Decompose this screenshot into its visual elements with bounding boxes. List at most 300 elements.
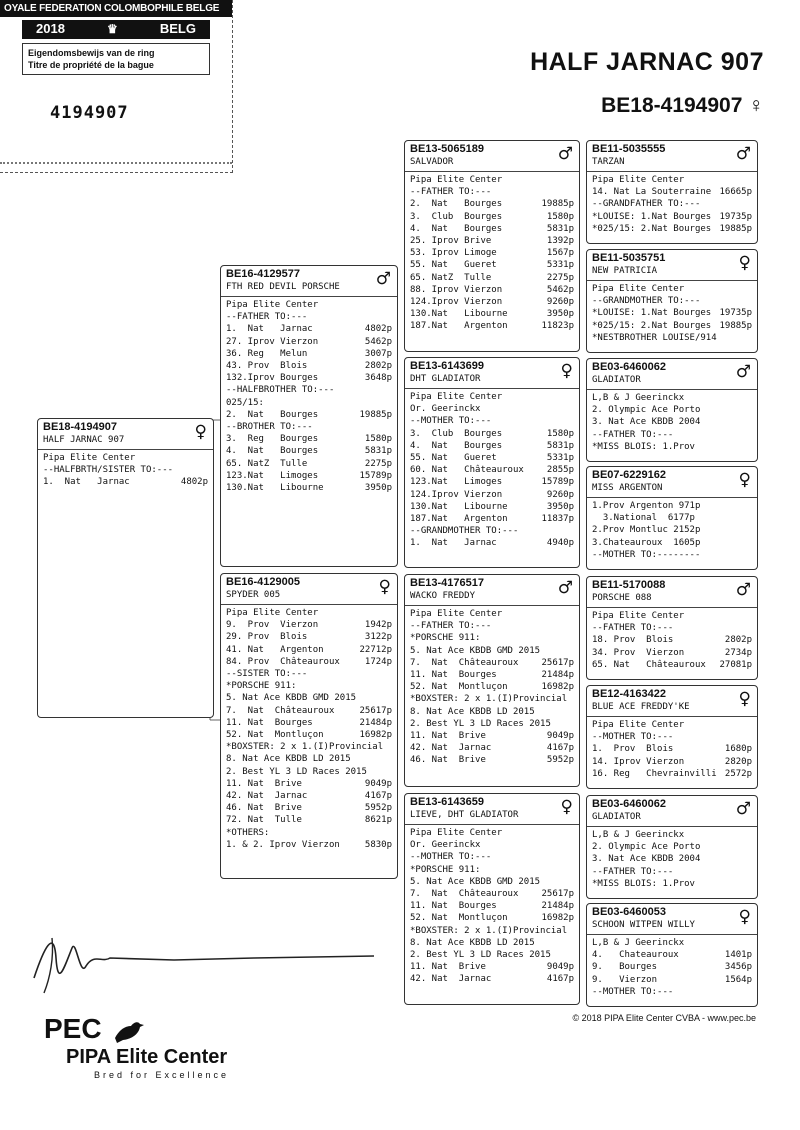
result-line — [410, 742, 574, 754]
result-points: 4167p — [364, 791, 392, 802]
result-text: *PORSCHE 911: — [226, 681, 297, 692]
result-text: 124.Iprov Vierzon — [410, 297, 503, 308]
result-line — [410, 391, 574, 403]
result-line — [226, 680, 392, 692]
result-points: 5831p — [364, 446, 392, 457]
result-points: 2275p — [364, 458, 392, 469]
result-text: *BOXSTER: 2 x 1.(I)Provincial — [410, 694, 568, 705]
result-text: 65. Nat Châteauroux — [592, 659, 706, 670]
result-text: Pipa Elite Center — [592, 284, 685, 294]
result-text: 3.Chateauroux 1605p — [592, 537, 701, 548]
male-icon: ♂ — [557, 578, 573, 598]
result-line — [410, 296, 574, 308]
result-points: 4167p — [546, 974, 574, 985]
result-text: 2.Prov Montluc 2152p — [592, 525, 701, 536]
result-line — [43, 452, 208, 464]
female-icon: ♀ — [738, 470, 751, 490]
result-line — [592, 634, 752, 646]
result-line — [410, 537, 574, 549]
pedigree-card-sdd — [586, 466, 758, 570]
result-text: 11. Nat Bourges — [226, 717, 313, 728]
result-text: --FATHER TO:--- — [592, 429, 674, 440]
result-line — [226, 668, 392, 680]
result-text: *LOUISE: 1.Nat Bourges — [592, 211, 712, 222]
result-text: 11. Nat Bourges — [410, 901, 497, 912]
card-name: TARZAN — [592, 157, 625, 167]
pedigree-card-sire — [220, 265, 398, 567]
result-line — [592, 174, 752, 186]
result-points: 1580p — [364, 434, 392, 445]
result-text: --HALFBROTHER TO:--- — [226, 385, 335, 396]
card-header — [405, 358, 579, 389]
result-text: 4. Nat Bourges — [410, 440, 503, 451]
result-text: 11. Nat Brive — [226, 778, 302, 789]
result-text: 8. Nat Ace KBDB LD 2015 — [410, 937, 535, 948]
card-ring: BE13-6143659 — [410, 796, 485, 808]
result-line — [226, 802, 392, 814]
result-line — [592, 537, 752, 549]
result-line — [410, 608, 574, 620]
result-points: 2802p — [724, 635, 752, 646]
result-line — [592, 404, 752, 416]
result-line — [410, 706, 574, 718]
ring-year: 2018 — [36, 21, 65, 36]
card-ring: BE13-4176517 — [410, 577, 485, 589]
result-line — [410, 272, 574, 284]
result-points: 1580p — [546, 428, 574, 439]
pedigree-card-dam-sire — [404, 574, 580, 787]
result-line — [410, 876, 574, 888]
result-text: 29. Prov Blois — [226, 632, 308, 643]
result-text: 123.Nat Limoges — [226, 470, 319, 481]
result-text: 1. Nat Jarnac — [410, 538, 497, 549]
result-line — [592, 392, 752, 404]
result-text: 84. Prov Châteauroux — [226, 656, 340, 667]
result-line — [592, 198, 752, 210]
result-line — [226, 445, 392, 457]
result-text: 1. Nat Jarnac — [43, 477, 130, 488]
result-line — [43, 476, 208, 488]
result-line — [410, 864, 574, 876]
result-text: *025/15: 2.Nat Bourges — [592, 320, 712, 331]
result-points: 1680p — [724, 744, 752, 755]
result-text: 65. NatZ Tulle — [226, 458, 308, 469]
result-line — [592, 307, 752, 319]
result-line — [226, 323, 392, 335]
result-text: 187.Nat Argenton — [410, 321, 508, 332]
result-points: 5462p — [546, 284, 574, 295]
card-ring: BE12-4163422 — [592, 688, 667, 700]
result-points: 19885p — [541, 199, 574, 210]
result-text: 18. Prov Blois — [592, 635, 674, 646]
result-points: 1401p — [724, 950, 752, 961]
result-text: 1. & 2. Iprov Vierzon — [226, 839, 340, 850]
result-points: 5331p — [546, 453, 574, 464]
card-body — [587, 498, 757, 563]
result-points: 5462p — [364, 336, 392, 347]
pigeon-icon — [111, 1018, 145, 1044]
result-text: 14. Nat La Souterraine — [592, 187, 712, 198]
result-text: *BOXSTER: 2 x 1.(I)Provincial — [410, 925, 568, 936]
result-text: 16. Reg Chevrainvilli — [592, 768, 717, 779]
result-points: 25617p — [541, 889, 574, 900]
pedigree-card-dsd — [586, 685, 758, 789]
result-line — [592, 841, 752, 853]
result-points: 3950p — [546, 501, 574, 512]
result-text: 27. Iprov Vierzon — [226, 336, 319, 347]
result-line — [410, 681, 574, 693]
result-text: --FATHER TO:--- — [592, 623, 674, 634]
result-line — [226, 656, 392, 668]
result-line — [410, 464, 574, 476]
card-header — [587, 686, 757, 717]
female-icon: ♀ — [560, 797, 573, 817]
result-text: --GRANDMOTHER TO:--- — [410, 526, 519, 537]
result-text: 7. Nat Châteauroux — [410, 657, 519, 668]
result-text: 4. Chateauroux — [592, 950, 679, 961]
pedigree-card-sire-dam — [404, 357, 580, 568]
pedigree-card-sire-sire — [404, 140, 580, 352]
female-icon: ♀ — [378, 577, 391, 597]
result-points: 9049p — [546, 731, 574, 742]
card-name: LIEVE, DHT GLADIATOR — [410, 810, 519, 820]
card-ring: BE13-6143699 — [410, 360, 485, 372]
result-text: 2. Nat Bourges — [410, 199, 503, 210]
result-points: 3950p — [546, 309, 574, 320]
card-ring: BE11-5170088 — [592, 579, 666, 591]
result-line — [592, 866, 752, 878]
result-text: 124.Iprov Vierzon — [410, 489, 503, 500]
card-ring: BE03-6460062 — [592, 798, 667, 810]
pedigree-card-dam-dam — [404, 793, 580, 1005]
result-text: Pipa Elite Center — [226, 608, 319, 618]
result-line — [592, 441, 752, 453]
result-text: *MISS BLOIS: 1.Prov — [592, 878, 695, 889]
result-points: 9049p — [546, 962, 574, 973]
ring-year-bar — [22, 20, 210, 39]
result-points: 2572p — [724, 768, 752, 779]
result-points: 11837p — [541, 514, 574, 525]
result-text: 2. Olympic Ace Porto — [592, 405, 701, 416]
card-name: GLADIATOR — [592, 812, 641, 822]
result-line — [592, 829, 752, 841]
card-name: DHT GLADIATOR — [410, 374, 481, 384]
result-line — [592, 295, 752, 307]
result-text: --SISTER TO:--- — [226, 669, 308, 680]
result-text: --GRANDMOTHER TO:--- — [592, 296, 701, 307]
result-text: 132.Iprov Bourges — [226, 373, 319, 384]
result-text: 5. Nat Ace KBDB GMD 2015 — [410, 645, 541, 656]
card-body — [587, 390, 757, 455]
card-header — [405, 141, 579, 172]
result-text: 72. Nat Tulle — [226, 815, 302, 826]
result-line — [592, 961, 752, 973]
result-text: --MOTHER TO:--- — [410, 852, 492, 863]
result-text: 2. Best YL 3 LD Races 2015 — [226, 766, 367, 777]
result-line — [410, 235, 574, 247]
result-points: 9260p — [546, 297, 574, 308]
result-line — [592, 500, 752, 512]
result-text: --MOTHER TO:--- — [592, 986, 674, 997]
signature — [24, 918, 384, 998]
result-points: 16665p — [719, 187, 752, 198]
result-points: 16982p — [359, 730, 392, 741]
result-text: 14. Iprov Vierzon — [592, 756, 685, 767]
result-line — [592, 549, 752, 561]
result-text: 3. Club Bourges — [410, 428, 503, 439]
result-line — [410, 186, 574, 198]
card-header — [587, 467, 757, 498]
result-text: 187.Nat Argenton — [410, 514, 508, 525]
result-text: L,B & J Geerinckx — [592, 393, 685, 403]
result-text: --GRANDFATHER TO:--- — [592, 199, 701, 210]
result-line — [226, 299, 392, 311]
result-line — [410, 620, 574, 632]
result-text: Pipa Elite Center — [410, 392, 503, 402]
result-points: 2820p — [724, 756, 752, 767]
result-text: Pipa Elite Center — [410, 828, 503, 838]
card-ring: BE16-4129577 — [226, 268, 301, 280]
result-points: 15789p — [359, 470, 392, 481]
card-body — [587, 172, 757, 237]
result-line — [592, 524, 752, 536]
card-body — [405, 825, 579, 988]
card-body — [405, 606, 579, 769]
company-tagline: Bred for Excellence — [94, 1070, 230, 1080]
result-text: Pipa Elite Center — [592, 175, 685, 185]
result-text: --FATHER TO:--- — [410, 187, 492, 198]
card-body — [587, 281, 757, 346]
result-points: 5952p — [364, 803, 392, 814]
card-ring: BE13-5065189 — [410, 143, 485, 155]
result-points: 4167p — [546, 743, 574, 754]
result-text: 1. Nat Jarnac — [226, 324, 313, 335]
result-line — [592, 949, 752, 961]
result-line — [410, 693, 574, 705]
result-points: 25617p — [359, 705, 392, 716]
result-line — [410, 657, 574, 669]
result-line — [226, 348, 392, 360]
card-body — [221, 297, 397, 496]
result-text: Or. Geerinckx — [410, 404, 481, 415]
female-icon: ♀ — [738, 689, 751, 709]
result-line — [592, 756, 752, 768]
card-name: BLUE ACE FREDDY'KE — [592, 702, 690, 712]
result-line — [410, 428, 574, 440]
result-line — [410, 489, 574, 501]
result-line — [410, 730, 574, 742]
card-header — [587, 577, 757, 608]
pedigree-card-sss — [586, 140, 758, 244]
card-header — [221, 574, 397, 605]
card-name: NEW PATRICIA — [592, 266, 658, 276]
result-points: 19735p — [719, 308, 752, 319]
result-line — [410, 320, 574, 332]
result-line — [410, 259, 574, 271]
result-line — [226, 458, 392, 470]
result-text: L,B & J Geerinckx — [592, 830, 685, 840]
result-line — [410, 937, 574, 949]
result-line — [226, 360, 392, 372]
result-text: 130.Nat Libourne — [226, 483, 324, 494]
result-line — [592, 937, 752, 949]
pec-logo — [44, 1013, 145, 1045]
result-text: 55. Nat Gueret — [410, 453, 497, 464]
result-text: 2. Olympic Ace Porto — [592, 842, 701, 853]
result-points: 16982p — [541, 682, 574, 693]
result-line — [592, 719, 752, 731]
male-icon: ♂ — [557, 144, 573, 164]
result-line — [592, 622, 752, 634]
result-text: --FATHER TO:--- — [226, 312, 308, 323]
result-line — [226, 336, 392, 348]
page-ring-number: BE18-4194907 ♀ — [601, 94, 764, 117]
result-line — [410, 174, 574, 186]
card-name: SPYDER 005 — [226, 590, 281, 600]
result-points: 21484p — [541, 901, 574, 912]
result-line — [410, 440, 574, 452]
result-line — [410, 211, 574, 223]
result-points: 5331p — [546, 260, 574, 271]
result-line — [226, 372, 392, 384]
result-text: 8. Nat Ace KBDB LD 2015 — [226, 754, 351, 765]
result-text: Pipa Elite Center — [410, 175, 503, 185]
result-points: 4940p — [546, 538, 574, 549]
result-line — [226, 717, 392, 729]
female-icon: ♀ — [738, 907, 751, 927]
result-text: --MOTHER TO:--- — [410, 416, 492, 427]
result-line — [410, 718, 574, 730]
result-text: --HALFBRTH/SISTER TO:--- — [43, 465, 174, 476]
result-line — [226, 397, 392, 409]
result-line — [410, 198, 574, 210]
result-points: 3122p — [364, 632, 392, 643]
result-line — [592, 512, 752, 524]
result-text: 52. Nat Montluçon — [410, 682, 508, 693]
result-line — [43, 464, 208, 476]
result-text: 7. Nat Châteauroux — [410, 889, 519, 900]
result-line — [226, 705, 392, 717]
result-text: 34. Prov Vierzon — [592, 647, 685, 658]
result-points: 19885p — [719, 320, 752, 331]
result-text: 9. Bourges — [592, 962, 658, 973]
ownership-label-fr: Titre de propriété de la bague — [28, 60, 154, 70]
card-header — [587, 904, 757, 935]
perforation-divider — [0, 162, 232, 164]
result-text: Pipa Elite Center — [226, 300, 319, 310]
result-text: 42. Nat Jarnac — [410, 743, 492, 754]
result-points: 4802p — [364, 324, 392, 335]
card-name: PORSCHE 088 — [592, 593, 652, 603]
result-text: 55. Nat Gueret — [410, 260, 497, 271]
result-text: --FATHER TO:--- — [592, 866, 674, 877]
result-points: 15789p — [541, 477, 574, 488]
result-line — [226, 778, 392, 790]
result-points: 4802p — [180, 477, 208, 488]
card-ring: BE18-4194907 — [43, 421, 118, 433]
result-line — [226, 839, 392, 851]
result-text: 8. Nat Ace KBDB LD 2015 — [410, 706, 535, 717]
result-text: 41. Nat Argenton — [226, 644, 324, 655]
result-text: 3. Club Bourges — [410, 211, 503, 222]
result-points: 27081p — [719, 659, 752, 670]
card-body — [587, 827, 757, 892]
result-line — [410, 308, 574, 320]
result-text: 5. Nat Ace KBDB GMD 2015 — [410, 876, 541, 887]
result-points: 2275p — [546, 272, 574, 283]
card-ring: BE07-6229162 — [592, 469, 667, 481]
result-text: 5. Nat Ace KBDB GMD 2015 — [226, 693, 357, 704]
result-text: 65. NatZ Tulle — [410, 272, 492, 283]
result-text: Pipa Elite Center — [43, 453, 136, 463]
result-line — [226, 482, 392, 494]
result-text: 9. Prov Vierzon — [226, 620, 319, 631]
result-line — [592, 974, 752, 986]
result-text: *NESTBROTHER LOUISE/914 — [592, 332, 717, 343]
card-ring: BE11-5035555 — [592, 143, 666, 155]
result-points: 5952p — [546, 755, 574, 766]
result-text: Pipa Elite Center — [592, 611, 685, 621]
pec-logo-text: PEC — [44, 1013, 102, 1044]
result-line — [410, 754, 574, 766]
result-points: 2855p — [546, 465, 574, 476]
result-line — [226, 619, 392, 631]
result-line — [226, 607, 392, 619]
male-icon: ♂ — [735, 799, 751, 819]
result-text: 42. Nat Jarnac — [410, 974, 492, 985]
result-points: 2734p — [724, 647, 752, 658]
result-line — [226, 433, 392, 445]
result-line — [592, 986, 752, 998]
result-points: 1580p — [546, 211, 574, 222]
result-points: 21484p — [541, 670, 574, 681]
result-text: 46. Nat Brive — [410, 755, 486, 766]
result-text: 11. Nat Bourges — [410, 670, 497, 681]
result-text: 7. Nat Châteauroux — [226, 705, 335, 716]
female-icon: ♀ — [738, 253, 751, 273]
crown-icon: ♛ — [107, 21, 118, 36]
card-name: FTH RED DEVIL PORSCHE — [226, 282, 340, 292]
result-line — [592, 283, 752, 295]
card-body — [221, 605, 397, 853]
result-line — [592, 878, 752, 890]
result-text: 1. Prov Blois — [592, 744, 674, 755]
result-text: *PORSCHE 911: — [410, 633, 481, 644]
result-line — [410, 912, 574, 924]
result-line — [410, 525, 574, 537]
result-line — [410, 452, 574, 464]
result-line — [410, 632, 574, 644]
result-points: 25617p — [541, 657, 574, 668]
card-name: MISS ARGENTON — [592, 483, 663, 493]
result-line — [410, 223, 574, 235]
result-line — [226, 644, 392, 656]
result-line — [226, 766, 392, 778]
result-points: 8621p — [364, 815, 392, 826]
result-text: --BROTHER TO:--- — [226, 422, 313, 433]
result-text: 9. Vierzon — [592, 974, 658, 985]
result-points: 5831p — [546, 223, 574, 234]
result-points: 5831p — [546, 440, 574, 451]
result-points: 1724p — [364, 656, 392, 667]
result-line — [592, 768, 752, 780]
result-line — [410, 513, 574, 525]
result-text: 60. Nat Châteauroux — [410, 465, 524, 476]
result-text: *025/15: 2.Nat Bourges — [592, 223, 712, 234]
male-icon: ♂ — [735, 580, 751, 600]
result-text: 3. Nat Ace KBDB 2004 — [592, 417, 701, 428]
result-points: 16982p — [541, 913, 574, 924]
